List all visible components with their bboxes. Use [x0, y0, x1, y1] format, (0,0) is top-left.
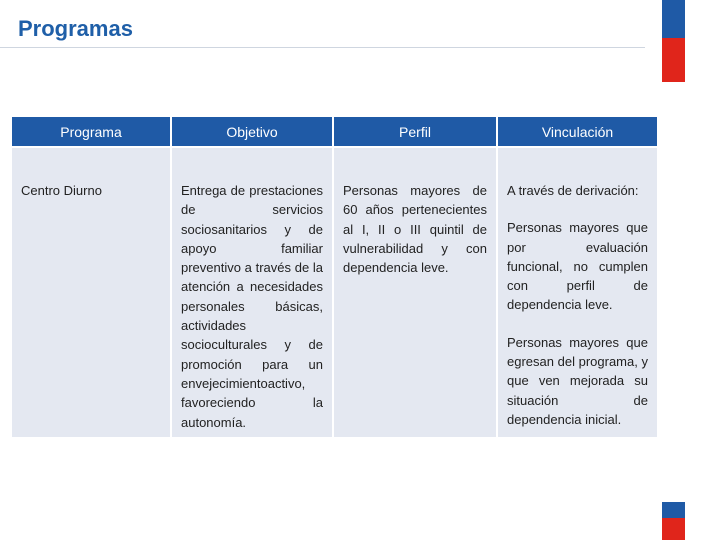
profile-text: Personas mayores de 60 años pertenecientes al I, II o III quintil de vulnerabilidad y con dependencia leve. [343, 183, 487, 276]
linkage-item-2: Personas mayores que egresan del programa, y que ven mejorada su situación de dependencia inicial. [507, 334, 648, 427]
header-programa: Programa [12, 117, 170, 146]
cell-program [12, 148, 170, 437]
flag-stripe-top [662, 0, 685, 82]
linkage-intro: A través de derivación: [507, 183, 639, 198]
header-objetivo: Objetivo [172, 117, 332, 146]
header-vinculacion: Vinculación [498, 117, 657, 146]
programs-table [12, 117, 657, 437]
cell-linkage [498, 148, 657, 437]
header-perfil: Perfil [334, 117, 496, 146]
title-divider [0, 47, 645, 48]
cell-profile [334, 148, 496, 437]
page-title: Programas [18, 16, 133, 41]
program-name: Centro Diurno [21, 183, 102, 198]
linkage-item-1: Personas mayores que por evaluación funcional, no cumplen con perfil de dependencia leve. [507, 220, 648, 313]
flag-stripe-bottom [662, 502, 685, 540]
objective-text: Entrega de prestaciones de servicios sociosanitarios y de apoyo familiar preventivo a través de la atención a necesidades personales básicas, actividades socioculturales y de promoción para un envejecimientoactivo, favoreciendo la autonomía. [181, 183, 323, 430]
cell-objective [172, 148, 332, 437]
